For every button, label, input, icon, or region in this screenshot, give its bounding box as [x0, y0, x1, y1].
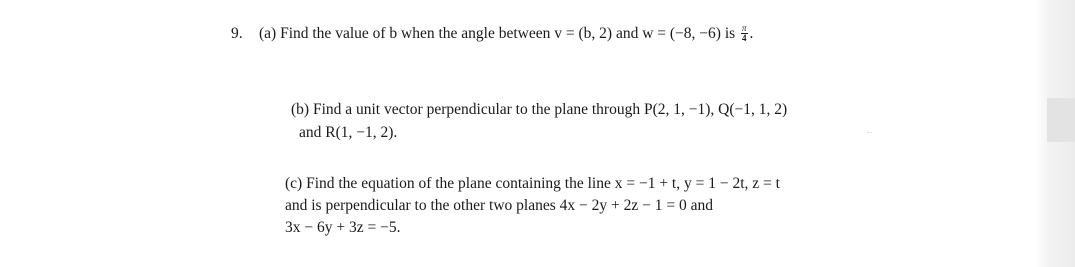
question-number: 9.	[231, 25, 243, 42]
part-a-period: .	[749, 25, 754, 43]
page-edge-notch	[1047, 98, 1075, 142]
fraction-denominator: 4	[742, 33, 747, 43]
part-c-line-2: and is perpendicular to the other two planes 4x − 2y + 2z − 1 = 0 and	[285, 197, 713, 214]
scan-mark: ‥	[867, 126, 873, 135]
fraction-numerator: π	[742, 23, 747, 33]
page-edge-shadow	[1035, 0, 1075, 267]
angle-fraction	[741, 24, 748, 43]
part-a-text: (a) Find the value of b when the angle between v = (b, 2) and w = (−8, −6) is	[259, 25, 736, 43]
part-a	[259, 25, 753, 44]
part-b-line-1: (b) Find a unit vector perpendicular to the plane through P(2, 1, −1), Q(−1, 1, 2)	[291, 101, 788, 118]
part-c-line-1: (c) Find the equation of the plane containing the line x = −1 + t, y = 1 − 2t, z = t	[285, 175, 780, 192]
part-c-line-3: 3x − 6y + 3z = −5.	[285, 219, 401, 236]
part-b-line-2: and R(1, −1, 2).	[299, 124, 398, 141]
